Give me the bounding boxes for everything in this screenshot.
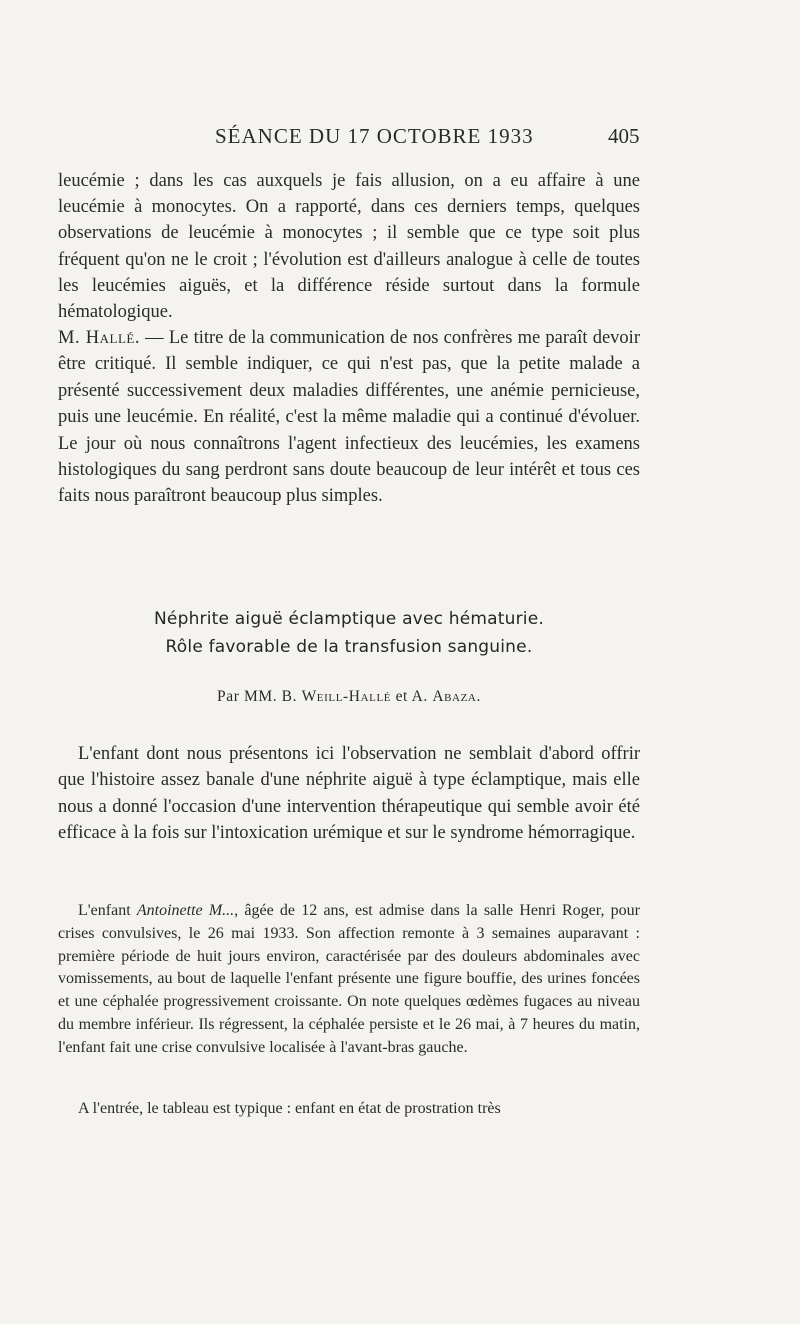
paragraph-admission: A l'entrée, le tableau est typique : enfant en état de prostration très <box>78 1100 501 1117</box>
page-number: 405 <box>608 124 640 148</box>
article-title-line-1: Néphrite aiguë éclamptique avec hématurie. <box>154 609 544 629</box>
authors-joiner: et A. <box>391 688 433 705</box>
authors-suffix: . <box>476 688 481 705</box>
author-weill-halle: Weill-Hallé <box>301 688 392 705</box>
case-text-before: L'enfant <box>78 902 137 919</box>
paragraph-case-history <box>58 900 640 1060</box>
paragraph-leucemie: leucémie ; dans les cas auxquels je fais allusion, on a eu affaire à une leucémie à monocytes. On a rapporté, dans ces derniers temps, quelques observations de leucémie à monocytes ; il semble que ce type soit plus fréquent qu'on ne le croit ; l'évolution est d'ailleurs analogue à celle de toutes les leucémies aiguës, et la différence réside surtout dans la formule hématologique. <box>58 171 640 323</box>
authors-prefix: Par MM. B. <box>217 688 302 705</box>
paragraph-halle <box>58 325 640 510</box>
article-title-line-2: Rôle favorable de la transfusion sanguine. <box>165 637 533 657</box>
case-text-after: , âgée de 12 ans, est admise dans la salle Henri Roger, pour crises convulsives, le 26 mai 1933. Son affection remonte à 3 semaines auparavant : première période de huit jours environ, caractérisée par des douleurs abdominales avec vomissements, au bout de laquelle l'enfant présente une figure bouffie, des urines foncées et une céphalée progressivement croissante. On note quelques œdèmes fugaces au niveau du membre inférieur. Ils régressent, la céphalée persiste et le 26 mai, à 7 heures du matin, l'enfant fait une crise convulsive localisée à l'avant-bras gauche. <box>58 902 640 1056</box>
article-authors <box>58 688 640 706</box>
author-abaza: Abaza <box>432 688 477 705</box>
page-header <box>0 124 800 158</box>
running-title: SÉANCE DU 17 OCTOBRE 1933 <box>215 124 534 148</box>
speaker-name: M. Hallé. <box>58 328 140 348</box>
paragraph-introduction: L'enfant dont nous présentons ici l'observation ne semblait d'abord offrir que l'histoire assez banale d'une néphrite aiguë à type éclamptique, mais elle nous a donné l'occasion d'une intervention thérapeutique qui semble avoir été efficace à la fois sur l'intoxication urémique et sur le syndrome hémorragique. <box>58 744 640 844</box>
patient-name: Antoinette M... <box>136 902 235 919</box>
speaker-text: — Le titre de la communication de nos confrères me paraît devoir être critiqué. Il semble indiquer, ce qui n'est pas, que la petite malade a présenté successivement deux maladies différentes, une anémie pernicieuse, puis une leucémie. En réalité, c'est la même maladie qui a continué d'évoluer. Le jour où nous connaîtrons l'agent infectieux des leucémies, les examens histologiques du sang perdront sans doute beaucoup de leur intérêt et tous ces faits nous paraîtront beaucoup plus simples. <box>58 328 640 507</box>
